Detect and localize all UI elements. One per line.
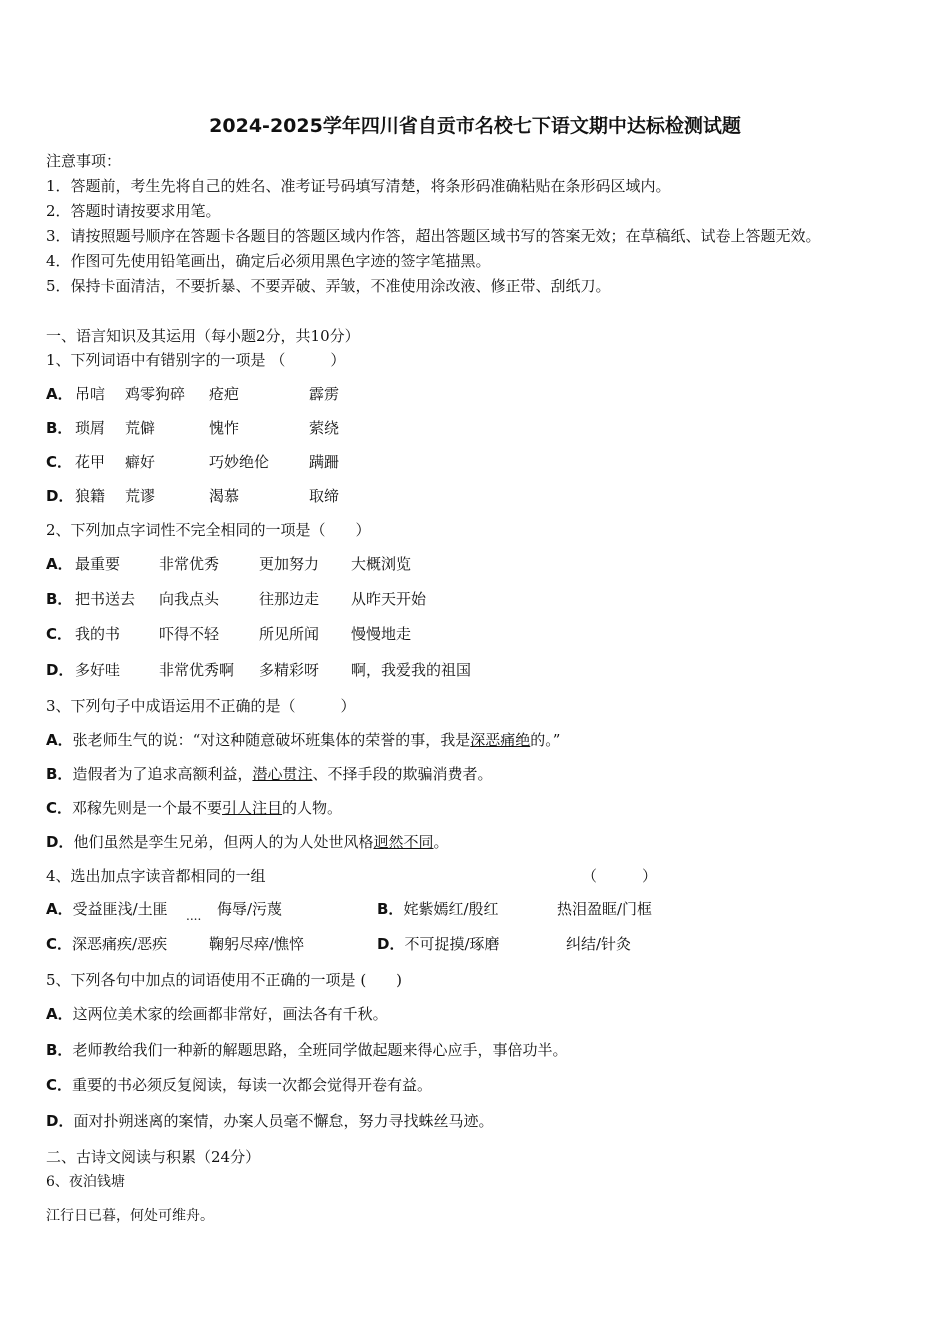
question-stem: 2、下列加点字词性不完全相同的一项是（ ） xyxy=(46,521,371,539)
notice-item: 4．作图可先使用铅笔画出，确定后必须用黑色字迹的签字笔描黑。 xyxy=(46,252,491,270)
option-line: A．受益匪浅/土匪 xyxy=(46,900,168,918)
option-label: C． xyxy=(46,625,73,643)
option-word: 非常优秀啊 xyxy=(159,661,235,679)
question-stem: 4、选出加点字读音都相同的一组 xyxy=(46,867,266,885)
option-word: 渴慕 xyxy=(209,487,240,505)
notice-item: 2．答题时请按要求用笔。 xyxy=(46,202,221,220)
option-word: 鸡零狗碎 xyxy=(125,385,186,403)
idiom: 迥然不同 xyxy=(373,833,434,851)
option-line: C．深恶痛疾/恶疾 xyxy=(46,935,168,953)
option-text: 鞠躬尽瘁/憔悴 xyxy=(209,935,305,953)
question-stem: 5、下列各句中加点的词语使用不正确的一项是 ( ) xyxy=(46,971,403,989)
option-word: 荒谬 xyxy=(125,487,156,505)
poem-line: 江行日已暮，何处可维舟。 xyxy=(46,1208,214,1224)
option-line: D．他们虽然是孪生兄弟，但两人的为人处世风格迥然不同。 xyxy=(46,833,449,851)
option-word: 荒僻 xyxy=(125,419,156,437)
option-word: 从昨天开始 xyxy=(351,590,427,608)
option-line: C．重要的书必须反复阅读，每读一次都会觉得开卷有益。 xyxy=(46,1076,433,1094)
option-word: 狼籍 xyxy=(75,487,106,505)
option-word: 吊唁 xyxy=(75,385,106,403)
option-word: 大概浏览 xyxy=(351,555,412,573)
option-word: 愧怍 xyxy=(209,419,240,437)
option-label: C． xyxy=(46,453,73,471)
option-line: B．老师教给我们一种新的解题思路，全班同学做起题来得心应手，事倍功半。 xyxy=(46,1041,568,1059)
question-stem: 1、下列词语中有错别字的一项是 （ ） xyxy=(46,351,346,369)
option-label: A． xyxy=(46,555,73,573)
option-word: 花甲 xyxy=(75,453,106,471)
question-stem: 6、夜泊钱塘 xyxy=(46,1174,125,1190)
question-stem: 3、下列句子中成语运用不正确的是（ ） xyxy=(46,697,356,715)
option-label: D． xyxy=(46,661,74,679)
option-line: C．邓稼先则是一个最不要引人注目的人物。 xyxy=(46,799,343,817)
idiom: 深恶痛绝 xyxy=(470,731,531,749)
option-label: B． xyxy=(46,590,73,608)
notice-heading: 注意事项： xyxy=(46,152,122,170)
option-word: 我的书 xyxy=(75,625,121,643)
option-text: 侮辱/污蔑 xyxy=(217,900,283,918)
option-text: 纠结/针灸 xyxy=(566,935,632,953)
option-label: B． xyxy=(46,419,73,437)
option-text: 热泪盈眶/门框 xyxy=(557,900,653,918)
option-word: 把书送去 xyxy=(75,590,136,608)
idiom: 潜心贯注 xyxy=(252,765,313,783)
notice-item: 3．请按照题号顺序在答题卡各题目的答题区域内作答，超出答题区域书写的答案无效；在草稿纸、试卷上答题无效。 xyxy=(46,227,821,245)
option-word: 吓得不轻 xyxy=(159,625,220,643)
section-heading: 一、语言知识及其运用（每小题2分，共10分） xyxy=(46,327,360,345)
option-line: B．姹紫嫣红/殷红 xyxy=(377,900,499,918)
option-word: 琐屑 xyxy=(75,419,106,437)
notice-item: 1．答题前，考生先将自己的姓名、准考证号码填写清楚，将条形码准确粘贴在条形码区域内。 xyxy=(46,177,671,195)
option-word: 啊，我爱我的祖国 xyxy=(351,661,472,679)
page-title: 2024-2025学年四川省自贡市名校七下语文期中达标检测试题 xyxy=(209,115,741,137)
answer-paren: （ ） xyxy=(582,867,658,885)
option-line: B．造假者为了追求高额利益，潜心贯注、不择手段的欺骗消费者。 xyxy=(46,765,493,783)
option-word: 往那边走 xyxy=(259,590,320,608)
idiom: 引人注目 xyxy=(222,799,283,817)
option-word: 所见所闻 xyxy=(259,625,320,643)
option-word: 向我点头 xyxy=(159,590,220,608)
option-line: A．这两位美术家的绘画都非常好，画法各有千秋。 xyxy=(46,1005,388,1023)
option-line: D．不可捉摸/琢磨 xyxy=(377,935,500,953)
option-word: 多好哇 xyxy=(75,661,121,679)
option-word: 蹒跚 xyxy=(309,453,340,471)
emphasis-dots: .... xyxy=(186,909,202,923)
option-line: A．张老师生气的说：“对这种随意破坏班集体的荣誉的事，我是深恶痛绝的。” xyxy=(46,731,561,749)
option-word: 取缔 xyxy=(309,487,340,505)
option-word: 萦绕 xyxy=(309,419,340,437)
option-label: D． xyxy=(46,487,74,505)
option-word: 霹雳 xyxy=(309,385,340,403)
option-word: 慢慢地走 xyxy=(351,625,412,643)
option-line: D．面对扑朔迷离的案情，办案人员毫不懈怠，努力寻找蛛丝马迹。 xyxy=(46,1112,494,1130)
option-label: A． xyxy=(46,385,73,403)
option-word: 癖好 xyxy=(125,453,156,471)
notice-item: 5．保持卡面清洁，不要折暴、不要弄破、弄皱，不准使用涂改液、修正带、刮纸刀。 xyxy=(46,277,611,295)
option-word: 巧妙绝伦 xyxy=(209,453,270,471)
option-word: 更加努力 xyxy=(259,555,320,573)
option-word: 最重要 xyxy=(75,555,121,573)
option-word: 疮疤 xyxy=(209,385,240,403)
option-word: 非常优秀 xyxy=(159,555,220,573)
section-heading: 二、古诗文阅读与积累（24分） xyxy=(46,1148,261,1166)
option-word: 多精彩呀 xyxy=(259,661,320,679)
